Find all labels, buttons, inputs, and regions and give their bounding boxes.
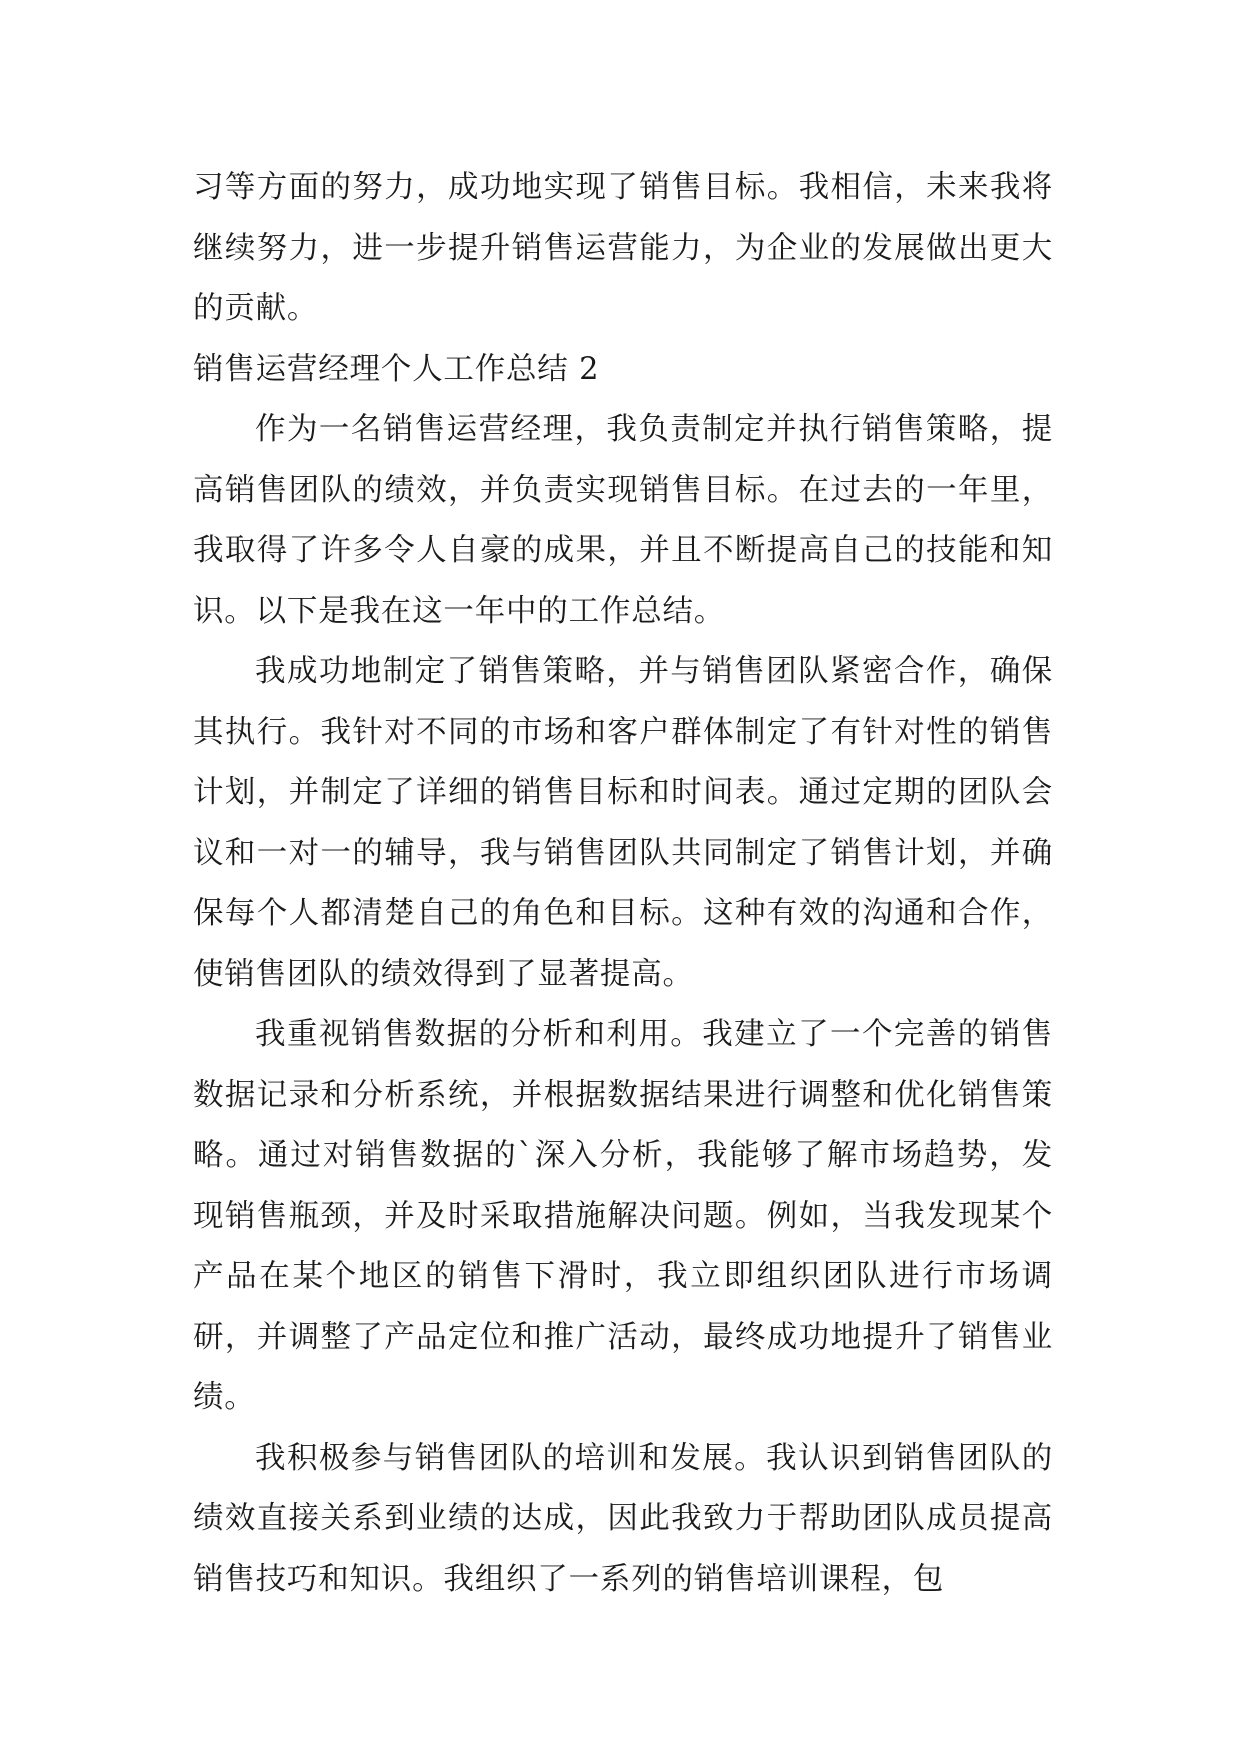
paragraph-1: 作为一名销售运营经理，我负责制定并执行销售策略，提高销售团队的绩效，并负责实现销售目标。在过去的一年里，我取得了许多令人自豪的成果，并且不断提高自己的技能和知识。以下是我在这一年中的工作总结。 <box>193 412 1053 629</box>
section-title: 销售运营经理个人工作总结 2 <box>193 351 600 387</box>
paragraph-2: 我成功地制定了销售策略，并与销售团队紧密合作，确保其执行。我针对不同的市场和客户群体制定了有针对性的销售计划，并制定了详细的销售目标和时间表。通过定期的团队会议和一对一的辅导，我与销售团队共同制定了销售计划，并确保每个人都清楚自己的角色和目标。这种有效的沟通和合作，使销售团队的绩效得到了显著提高。 <box>193 654 1053 992</box>
continuation-paragraph: 习等方面的努力，成功地实现了销售目标。我相信，未来我将继续努力，进一步提升销售运营能力，为企业的发展做出更大的贡献。 <box>193 170 1053 326</box>
document-body <box>193 158 1053 1610</box>
paragraph-4: 我积极参与销售团队的培训和发展。我认识到销售团队的绩效直接关系到业绩的达成，因此我致力于帮助团队成员提高销售技巧和知识。我组织了一系列的销售培训课程，包 <box>193 1440 1053 1597</box>
paragraph-3: 我重视销售数据的分析和利用。我建立了一个完善的销售数据记录和分析系统，并根据数据结果进行调整和优化销售策略。通过对销售数据的`深入分析，我能够了解市场趋势，发现销售瓶颈，并及时采取措施解决问题。例如，当我发现某个产品在某个地区的销售下滑时，我立即组织团队进行市场调研，并调整了产品定位和推广活动，最终成功地提升了销售业绩。 <box>193 1017 1053 1415</box>
